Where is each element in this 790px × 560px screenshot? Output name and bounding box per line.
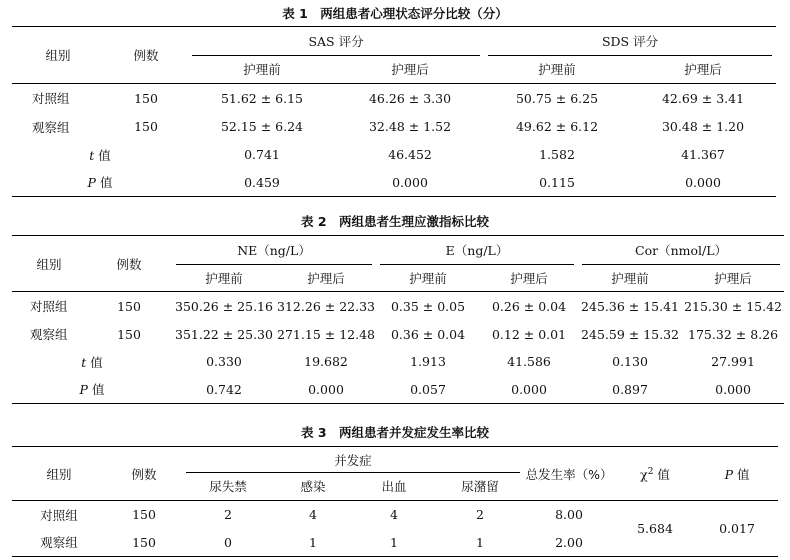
table1-header-sds: SDS 评分 (484, 27, 776, 56)
row-count: 150 (117, 326, 141, 342)
p-value: 0.000 (336, 169, 484, 197)
table1-sub-sds-after: 护理后 (630, 56, 776, 84)
table3-sub-bleeding: 出血 (352, 473, 436, 501)
cell-value: 32.48 ± 1.52 (368, 119, 452, 134)
p-value: 0.897 (578, 376, 682, 404)
table3-header-total-rate: 总发生率（%） (524, 447, 614, 501)
cell-value: 0.12 ± 0.01 (491, 326, 567, 342)
t-value: 0.330 (206, 354, 242, 369)
p-value: 0.459 (188, 169, 336, 197)
row-group: 对照组 (40, 507, 78, 523)
table2-sub-after: 护理后 (682, 265, 784, 292)
table-row-p (12, 376, 784, 404)
row-group: 观察组 (32, 119, 70, 135)
p-value: 0.115 (484, 169, 630, 197)
table1 (12, 26, 776, 197)
table-row-p (12, 169, 776, 197)
t-value: 0.741 (244, 147, 280, 162)
table2-header-count: 例数 (86, 236, 172, 292)
row-count: 150 (132, 507, 156, 523)
table1-header-group: 组别 (12, 27, 104, 84)
cell-value: 312.26 ± 22.33 (277, 298, 375, 314)
table1-sub-sas-before: 护理前 (188, 56, 336, 84)
cell-value: 271.15 ± 12.48 (277, 326, 375, 342)
table2-header-e: E（ng/L） (376, 236, 578, 265)
cell-value: 2 (476, 507, 484, 523)
table-row (12, 292, 784, 321)
p-value: 0.000 (276, 376, 376, 404)
table3-header-group: 组别 (12, 447, 106, 501)
chi-value: 5.684 (614, 501, 696, 557)
table3-header-count: 例数 (106, 447, 182, 501)
t-value: 41.367 (681, 147, 725, 162)
table2-sub-after: 护理后 (276, 265, 376, 292)
cell-value: 351.22 ± 25.30 (175, 326, 273, 342)
table3 (12, 446, 778, 557)
t-value: 19.682 (304, 354, 348, 369)
row-count: 150 (134, 119, 158, 134)
cell-value: 4 (309, 507, 317, 523)
p-value: 0.057 (376, 376, 480, 404)
table3-header-p: P 值 (696, 447, 778, 501)
table1-sub-sds-before: 护理前 (484, 56, 630, 84)
table1-sub-sas-after: 护理后 (336, 56, 484, 84)
cell-value: 2 (224, 507, 232, 523)
cell-value: 42.69 ± 3.41 (661, 90, 745, 106)
table3-sub-incontinence: 尿失禁 (182, 473, 274, 501)
table-row (12, 113, 776, 141)
cell-value: 51.62 ± 6.15 (220, 90, 304, 106)
cell-value: 1 (274, 529, 352, 557)
table2-sub-before: 护理前 (376, 265, 480, 292)
p-value: 0.017 (696, 501, 778, 557)
cell-value: 0.36 ± 0.04 (390, 326, 466, 342)
cell-value: 52.15 ± 6.24 (220, 119, 304, 134)
t-label: t 值 (89, 147, 111, 163)
cell-value: 2.00 (524, 529, 614, 557)
p-value: 0.000 (630, 169, 776, 197)
row-group: 观察组 (12, 529, 106, 557)
cell-value: 8.00 (555, 507, 583, 523)
p-value: 0.000 (480, 376, 578, 404)
table2-header-group: 组别 (12, 236, 86, 292)
table3-sub-retention: 尿潴留 (436, 473, 524, 501)
table1-header-sas: SAS 评分 (188, 27, 484, 56)
t-value: 27.991 (711, 354, 755, 369)
row-count: 150 (106, 529, 182, 557)
cell-value: 49.62 ± 6.12 (515, 119, 599, 134)
cell-value: 245.59 ± 15.32 (581, 326, 679, 342)
table3-header-complication: 并发症 (182, 447, 524, 473)
t-value: 1.582 (539, 147, 575, 162)
table2-title: 表 2 两组患者生理应激指标比较 (300, 214, 490, 229)
table2-sub-after: 护理后 (480, 265, 578, 292)
row-count: 150 (117, 298, 141, 314)
table2-header-cor: Cor（nmol/L） (578, 236, 784, 265)
cell-value: 245.36 ± 15.41 (581, 298, 679, 314)
row-group: 对照组 (30, 299, 68, 315)
table-row-t (12, 141, 776, 169)
cell-value: 4 (390, 507, 398, 523)
table2 (12, 235, 784, 404)
table-row (12, 84, 776, 113)
table1-title: 表 1 两组患者心理状态评分比较（分） (282, 6, 508, 21)
table2-sub-before: 护理前 (578, 265, 682, 292)
cell-value: 215.30 ± 15.42 (684, 298, 783, 314)
p-value: 0.742 (172, 376, 276, 404)
row-group: 对照组 (32, 91, 70, 107)
table2-header-ne: NE（ng/L） (172, 236, 376, 265)
cell-value: 0.35 ± 0.05 (390, 298, 466, 314)
row-group: 观察组 (30, 327, 68, 342)
row-count: 150 (134, 90, 158, 106)
t-value: 41.586 (507, 354, 551, 369)
t-value: 0.130 (612, 354, 648, 369)
table-row-t (12, 348, 784, 376)
cell-value: 0.26 ± 0.04 (491, 298, 567, 314)
table-row (12, 321, 784, 348)
table3-header-chi: $\chi^2$ 值 (614, 447, 696, 501)
p-label: P 值 (12, 169, 188, 197)
cell-value: 46.26 ± 3.30 (368, 90, 452, 106)
table1-header-count: 例数 (104, 27, 188, 84)
cell-value: 50.75 ± 6.25 (515, 90, 599, 106)
t-label: t 值 (81, 354, 103, 370)
p-value: 0.000 (682, 376, 784, 404)
cell-value: 175.32 ± 8.26 (688, 326, 779, 342)
t-value: 1.913 (410, 354, 446, 369)
table-row (12, 501, 778, 529)
table2-sub-before: 护理前 (172, 265, 276, 292)
table3-sub-infection: 感染 (274, 473, 352, 501)
t-value: 46.452 (388, 147, 432, 162)
cell-value: 1 (352, 529, 436, 557)
cell-value: 350.26 ± 25.16 (175, 298, 273, 314)
cell-value: 30.48 ± 1.20 (661, 119, 745, 134)
table3-title: 表 3 两组患者并发症发生率比较 (300, 425, 490, 440)
cell-value: 0 (182, 529, 274, 557)
cell-value: 1 (436, 529, 524, 557)
p-label: P 值 (12, 376, 172, 404)
